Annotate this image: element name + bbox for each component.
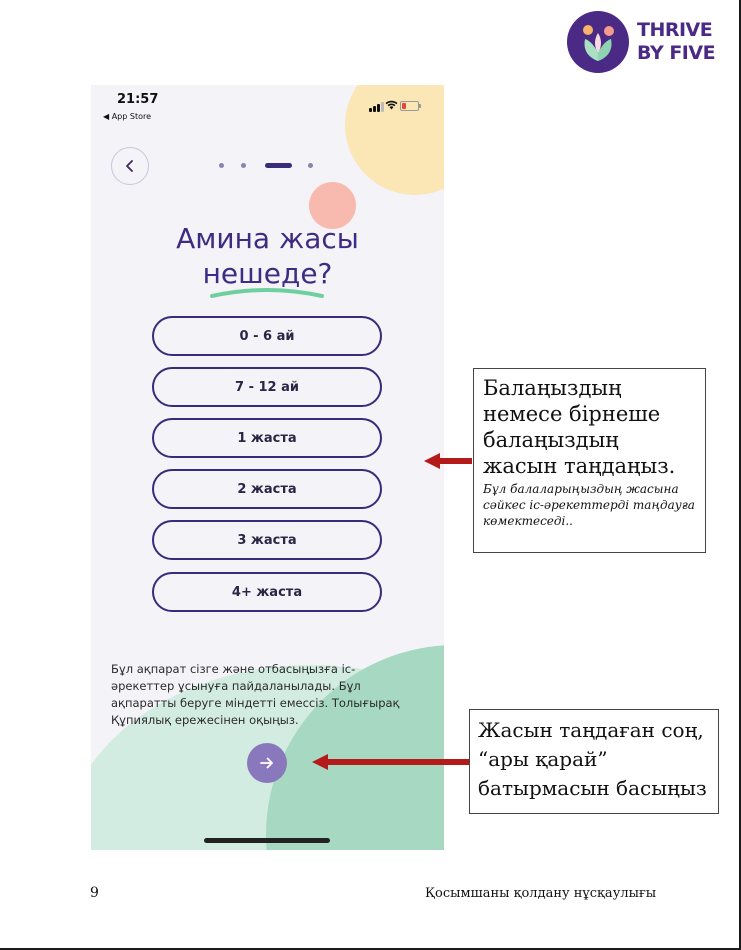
phone-screenshot <box>91 85 444 850</box>
logo-wordmark <box>637 19 715 65</box>
step-dot-4 <box>308 163 313 168</box>
age-option-1-year[interactable]: 1 жаста <box>152 418 382 458</box>
step-dot-2 <box>241 163 246 168</box>
privacy-notice: Бұл ақпарат сізге және отбасыңызға іс-әрекеттер ұсынуға пайдаланылады. Бұл ақпаратты беруге міндетті емессіз. Толығырақ Құпиялық ережесінен оқыңыз. <box>111 662 400 727</box>
age-option-2-years[interactable]: 2 жаста <box>152 469 382 509</box>
callout-select-age-text: Балаңыздың немесе бірнеше балаңыздың жасын таңдаңыз. <box>483 376 676 478</box>
thrive-by-five-logo <box>567 11 727 73</box>
callout-select-age <box>473 368 706 553</box>
back-button[interactable] <box>111 147 149 185</box>
next-button[interactable] <box>247 743 287 783</box>
wifi-icon <box>385 100 398 112</box>
callout-arrow-age <box>424 452 472 470</box>
home-indicator <box>204 838 330 843</box>
callout-arrow-next <box>312 753 470 771</box>
footer-title: Қосымшаны қолдану нұсқаулығы <box>425 886 657 901</box>
question-line-2: нешеде? <box>202 257 333 290</box>
step-dot-1 <box>219 163 224 168</box>
back-to-app-store-link[interactable]: ◀ App Store <box>103 112 152 121</box>
age-option-7-12-months[interactable]: 7 - 12 ай <box>152 367 382 407</box>
question-line-1: Амина жасы <box>176 222 359 255</box>
age-option-3-years[interactable]: 3 жаста <box>152 520 382 560</box>
chevron-left-icon <box>124 159 136 173</box>
page-number: 9 <box>90 885 99 901</box>
callout-select-age-subtext: Бұл балаларыңыздың жасына сәйкес іс-әрекеттерді таңдауға көмектеседі.. <box>483 482 695 528</box>
age-option-0-6-months[interactable]: 0 - 6 ай <box>152 316 382 356</box>
status-icons <box>369 100 429 112</box>
callout-next-hint: Жасын таңдаған соң, “ары қарай” батырмасын басыңыз <box>469 709 719 814</box>
step-dot-active <box>265 163 292 168</box>
logo-circle <box>567 11 629 73</box>
status-time: 21:57 <box>117 92 159 107</box>
tulip-flower-icon <box>567 11 629 73</box>
age-question <box>91 221 444 291</box>
logo-line-1: THRIVE <box>637 19 713 41</box>
progress-stepper <box>218 163 318 169</box>
logo-line-2: BY FIVE <box>637 42 716 64</box>
arrow-right-icon <box>259 756 275 770</box>
age-option-4-plus-years[interactable]: 4+ жаста <box>152 572 382 612</box>
underline-swoosh <box>209 286 325 300</box>
battery-low-icon <box>400 101 419 111</box>
